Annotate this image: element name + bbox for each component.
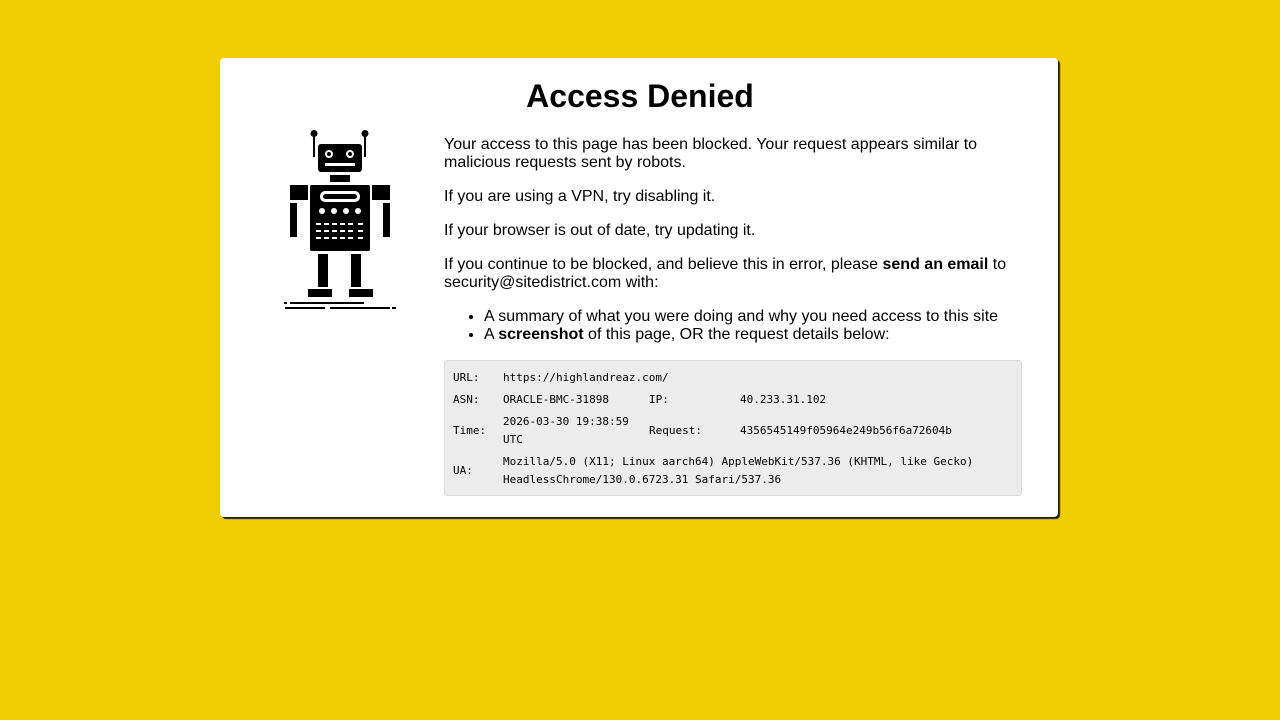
table-row — [453, 411, 1013, 451]
url-value: https://highlandreaz.com/ — [503, 371, 669, 384]
page-title: Access Denied — [526, 78, 754, 114]
ua-value: Mozilla/5.0 (X11; Linux aarch64) AppleWebKit/537.36 (KHTML, like Gecko) HeadlessChrome/130.0.6723.31 Safari/537.36 — [503, 455, 974, 486]
contact-suffix: to security@sitedistrict.com with: — [444, 256, 1007, 291]
table-row — [453, 367, 1013, 389]
ua-label: UA: — [453, 464, 473, 477]
blocked-message: Your access to this page has been blocked. Your request appears similar to malicious requests sent by robots. — [444, 136, 978, 171]
url-label: URL: — [453, 371, 480, 384]
send-email-link[interactable]: send an email — [882, 256, 989, 273]
time-value: 2026-03-30 19:38:59 UTC — [503, 415, 629, 446]
time-label: Time: — [453, 424, 487, 437]
asn-value: ORACLE-BMC-31898 — [503, 393, 609, 406]
table-row — [453, 389, 1013, 411]
request-details-box — [444, 360, 1022, 496]
request-value: 4356545149f05964e249b56f6a72604b — [740, 424, 952, 437]
access-denied-card — [220, 58, 1058, 517]
list-item: • A screenshot of this page, OR the request details below: — [484, 326, 1024, 344]
ip-value: 40.233.31.102 — [740, 393, 827, 406]
browser-message: If your browser is out of date, try updating it. — [444, 222, 756, 239]
request-details-table — [453, 367, 1013, 491]
list-item: • A summary of what you were doing and why you need access to this site — [484, 308, 1024, 326]
message-content — [444, 136, 1024, 360]
contact-message — [444, 256, 1024, 292]
contact-prefix: If you continue to be blocked, and believe this in error, please — [444, 256, 883, 273]
vpn-message: If you are using a VPN, try disabling it. — [444, 188, 716, 205]
asn-label: ASN: — [453, 393, 480, 406]
robot-icon — [284, 130, 396, 310]
request-label: Request: — [649, 424, 702, 437]
ip-label: IP: — [649, 393, 669, 406]
requirements-list — [444, 308, 1024, 344]
screenshot-emphasis: screenshot — [498, 326, 584, 343]
table-row — [453, 451, 1013, 491]
